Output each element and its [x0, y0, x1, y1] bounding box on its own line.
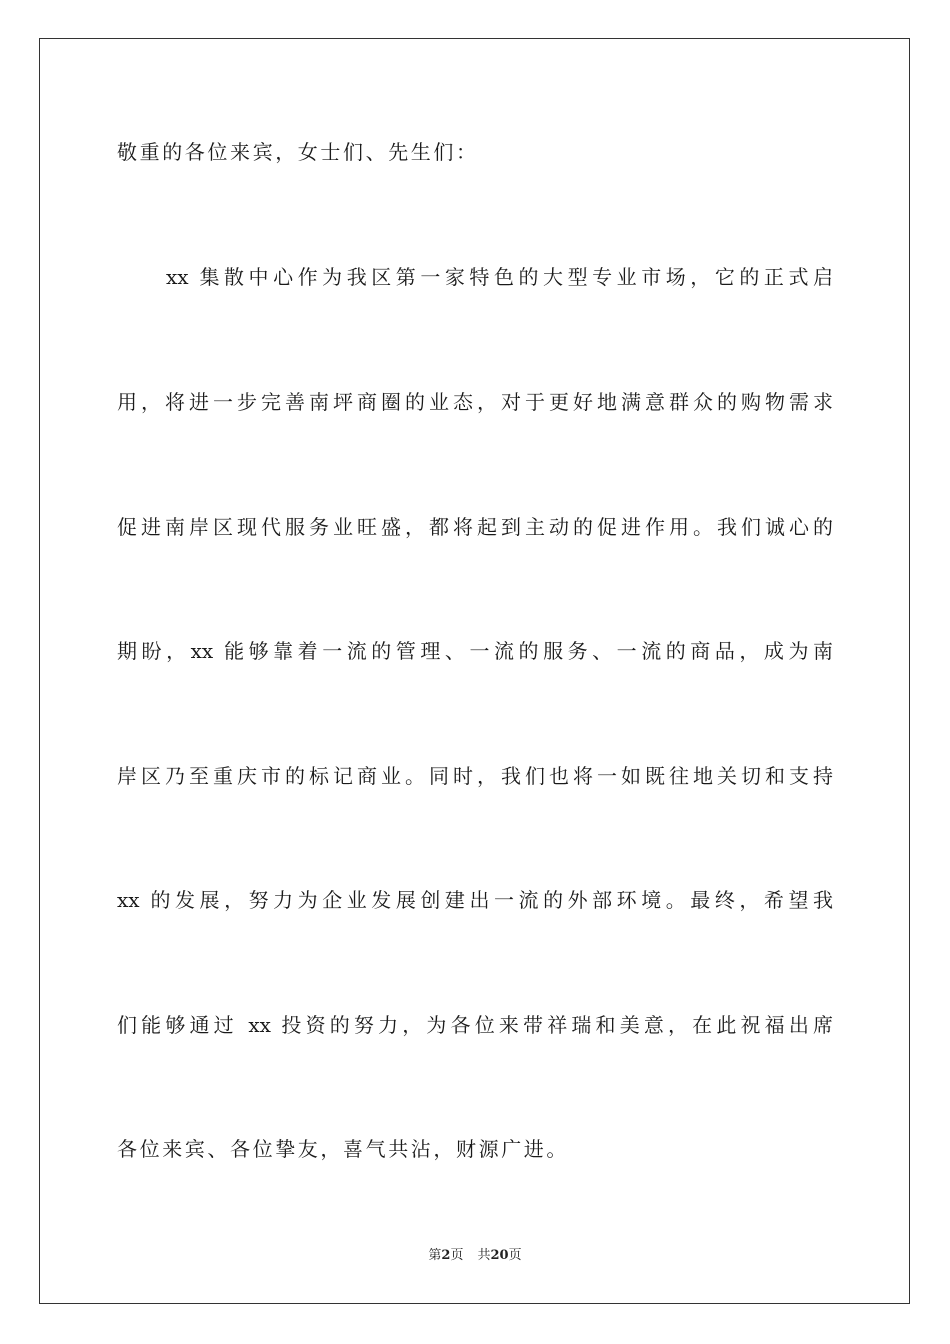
- footer-page-prefix: 第: [428, 1248, 442, 1263]
- page-border: [39, 38, 910, 1304]
- footer-total-pages: 20: [490, 1248, 509, 1263]
- salutation: 敬重的各位来宾，女士们、先生们：: [117, 140, 479, 164]
- paragraph-line-7: 们能够通过 xx 投资的努力，为各位来带祥瑞和美意，在此祝福出席: [117, 1013, 833, 1037]
- paragraph-line-5: 岸区乃至重庆市的标记商业。同时，我们也将一如既往地关切和支持: [117, 764, 833, 788]
- paragraph-line-4: 期盼，xx 能够靠着一流的管理、一流的服务、一流的商品，成为南: [117, 639, 833, 663]
- paragraph-line-3: 促进南岸区现代服务业旺盛，都将起到主动的促进作用。我们诚心的: [117, 515, 833, 539]
- footer-current-page: 2: [441, 1248, 451, 1263]
- page-footer: [0, 1247, 950, 1265]
- paragraph-line-2: 用，将进一步完善南坪商圈的业态，对于更好地满意群众的购物需求: [117, 390, 833, 414]
- footer-page-suffix: 页: [450, 1248, 464, 1263]
- paragraph-line-1: xx 集散中心作为我区第一家特色的大型专业市场，它的正式启: [166, 265, 833, 289]
- footer-total-suffix: 页: [508, 1248, 522, 1263]
- paragraph-line-8: 各位来宾、各位挚友，喜气共沾，财源广进。: [117, 1137, 569, 1161]
- footer-total-prefix: 共: [477, 1248, 491, 1263]
- paragraph-line-6: xx 的发展，努力为企业发展创建出一流的外部环境。最终，希望我: [117, 888, 833, 912]
